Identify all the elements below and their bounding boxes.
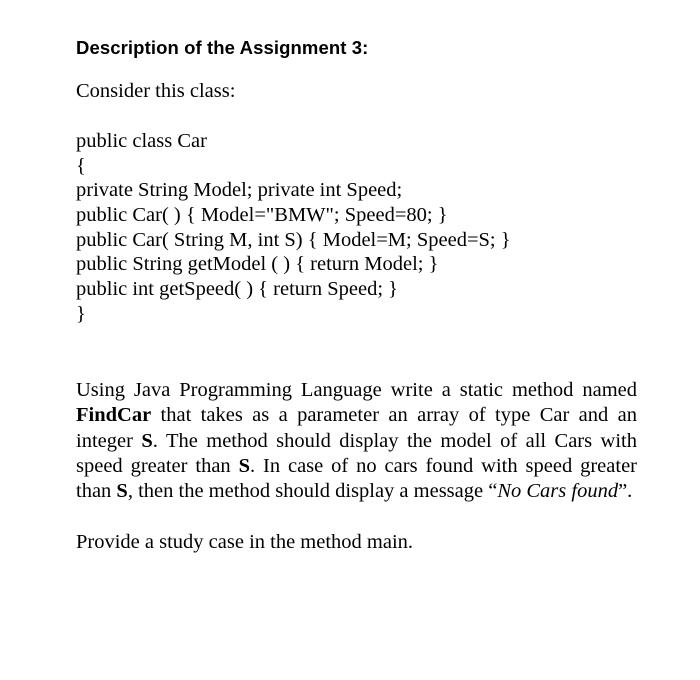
method-name: FindCar — [76, 404, 152, 427]
code-line: public int getSpeed( ) { return Speed; } — [76, 278, 398, 301]
code-line: public Car( ) { Model="BMW"; Speed=80; } — [76, 204, 448, 227]
code-line: } — [76, 302, 86, 325]
code-line: private String Model; private int Speed; — [76, 179, 403, 202]
code-line: { — [76, 154, 86, 177]
parameter-name: S — [116, 480, 128, 503]
parameter-name: S — [141, 429, 153, 452]
description-text: . In case of no cars found with speed greater than — [76, 454, 637, 503]
description-text: . The method should display the model of all Cars with speed greater than — [76, 429, 637, 477]
description-text: , then the method should display a message “ — [127, 480, 498, 503]
code-line: public Car( String M, int S) { Model=M; Speed=S; } — [76, 228, 511, 251]
assignment-heading: Description of the Assignment 3: — [76, 37, 369, 58]
intro-text: Consider this class: — [76, 80, 236, 102]
description-text: that takes as a parameter an array of type Car and an integer — [76, 404, 637, 452]
description-text: ”. — [618, 480, 633, 503]
assignment-description — [76, 378, 637, 504]
car-class-code — [76, 129, 511, 327]
description-text: Using Java Programming Language write a static method named — [76, 379, 637, 401]
parameter-name: S — [238, 454, 250, 477]
code-line: public class Car — [76, 130, 207, 152]
study-case-instruction: Provide a study case in the method main. — [76, 531, 414, 553]
code-line: public String getModel ( ) { return Model; } — [76, 253, 439, 276]
message-text: No Cars found — [497, 480, 619, 503]
